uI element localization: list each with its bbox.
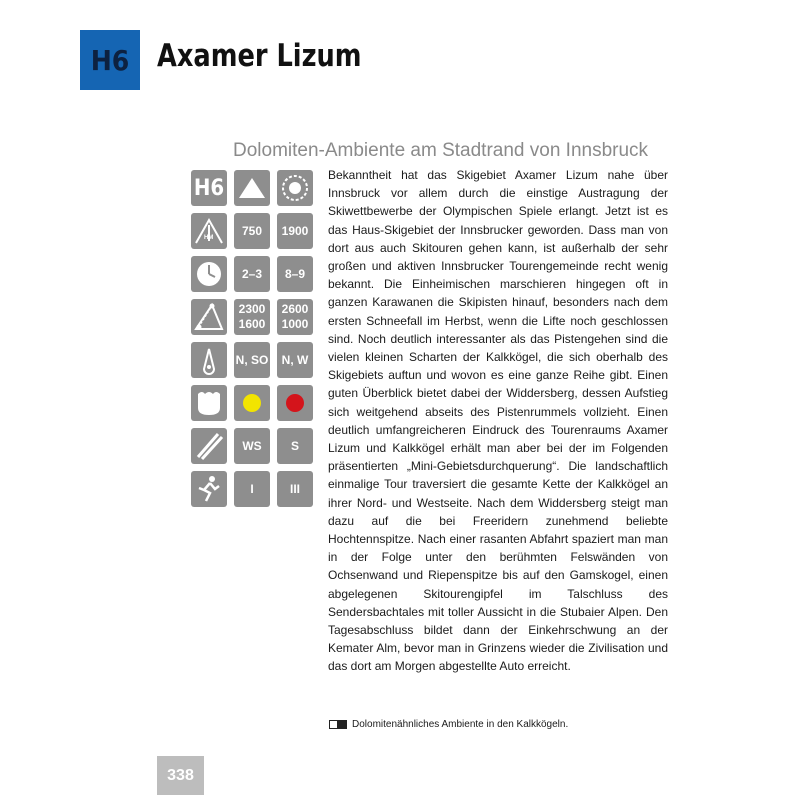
skis-icon [191,428,227,464]
caption-marker-empty-icon [329,720,338,729]
body-text: Bekanntheit hat das Skigebiet Axamer Lizum nahe über Innsbruck vor allem durch die einstige Austragung der Skiwettbewerbe der Olympischen Spiele erlangt. Jetzt ist es das Haus-Skigebiet der Innsbrucker geworden. Dass man von dort aus auch Skitouren gehen kann, ist außerhalb der sehr großen und aktiven Innsbrucker Tourengemeinde recht wenig bekannt. Die Einheimischen marschieren hingegen oft in ganzen Karawanen die Skipisten hinauf, besonders nach dem ersten Schneefall im Herbst, wenn die Lifte noch geschlossen sind. Noch deutlich interessanter als das Pistengehen sind die vielen kleinen Scharten der Kalkkögel, die sich oberhalb des Skigebiets auftun und wovon es eine ganze Reihe gibt. Einen guten Überblick bietet dabei der Widdersberg, dessen Aufstieg sich weitgehend abseits des Pistenrummels vollzieht. Einen deutlich umfangreicheren Eindruck des Tourenraums Axamer Lizum und Kalkkögel erhält man aber bei der im Folgenden präsentierten „Mini-Gebietsdurchquerung“. Die landschaftlich einmalige Tour traversiert die gesamte Kette der Kalkkögel an ihrer Nord- und Westseite. Nach dem Widdersberg steigt man dazu auf die bei Freeridern zunehmend beliebte Hochtennspitze. Nach einer rasanten Abfahrt spaziert man man in der Folge unter den berühmten Felswänden von Ochsenwand und Riepenspitze bis auf den Gamskogel, einen abgelegenen Skitourengipfel im Talschluss des Sendersbachtales mit toller Aussicht in die Stubaier Alpen. Den Tagesabschluss bildet dann der Einkehrschwung an der Kemater Alm, bevor man in Grinzens wieder die Zivilisation und das dort am Morgen abgestellte Auto erreicht. [328,168,668,674]
compass-icon [191,342,227,378]
chapter-code: H6 [90,43,130,77]
altitude-value-1: 2300 1600 [234,299,270,335]
skier-icon [191,471,227,507]
aspect-value-2: N, W [277,342,313,378]
chapter-code-badge [80,30,140,90]
page-number: 338 [157,756,204,795]
sun-badge-icon [277,170,313,206]
rating-value-2: III [277,471,313,507]
region-badge: H6 [191,170,227,206]
difficulty-value-1: WS [234,428,270,464]
duration-value-1: 2–3 [234,256,270,292]
caption-marker-filled-icon [338,720,347,729]
svg-text:HM: HM [204,235,214,241]
photo-caption [329,719,568,730]
risk-level-2 [277,385,313,421]
page-title: Axamer Lizum [157,38,362,74]
risk-level-1 [234,385,270,421]
elevation-value-2: 1900 [277,213,313,249]
difficulty-value-2: S [277,428,313,464]
subtitle: Dolomiten-Ambiente am Stadtrand von Innsbruck [233,140,649,161]
clock-icon [191,256,227,292]
summit-icon [191,299,227,335]
rating-value-1: I [234,471,270,507]
elevation-gain-icon [191,213,227,249]
elevation-value-1: 750 [234,213,270,249]
aspect-value-1: N, SO [234,342,270,378]
duration-value-2: 8–9 [277,256,313,292]
altitude-value-2: 2600 1000 [277,299,313,335]
mountain-icon [234,170,270,206]
avalanche-icon [191,385,227,421]
caption-text: Dolomitenähnliches Ambiente in den Kalkkögeln. [352,719,569,730]
